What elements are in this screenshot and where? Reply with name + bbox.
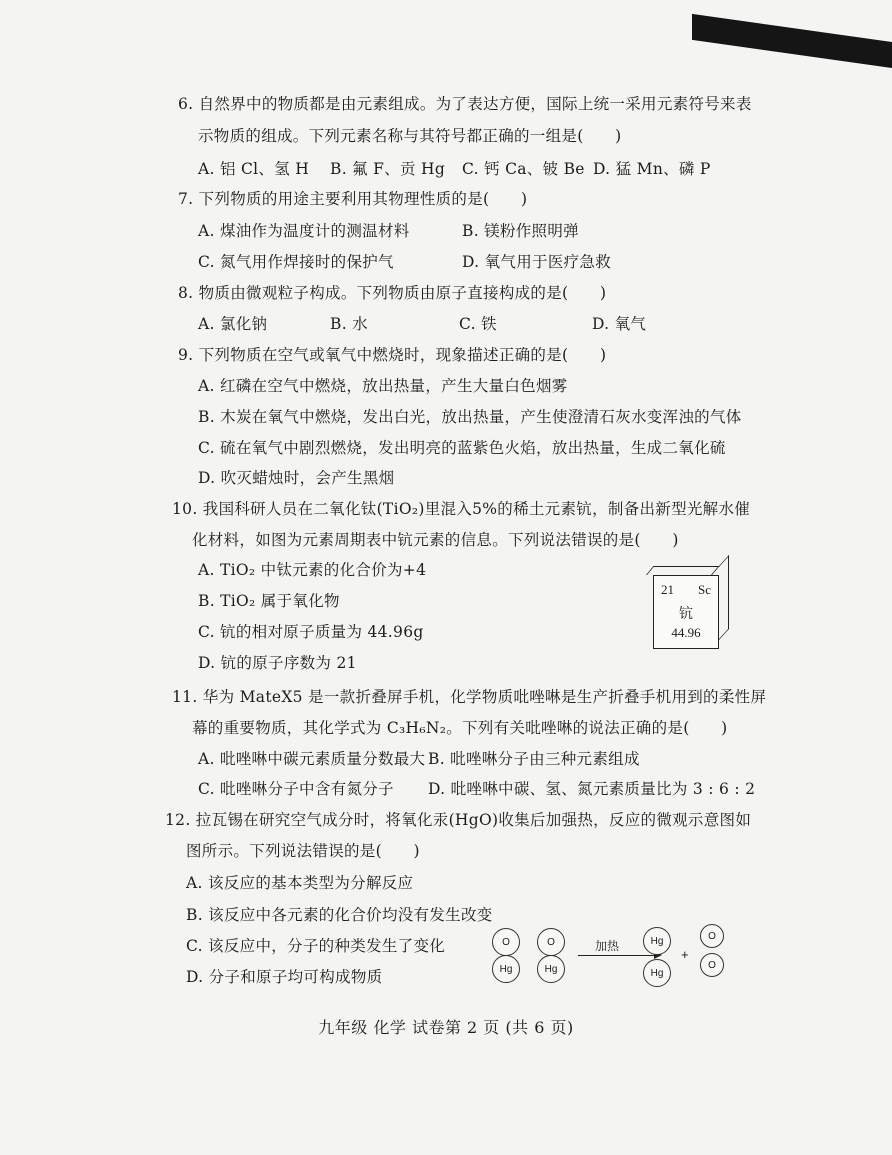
question-10-option-c: C. 钪的相对原子质量为 44.96g <box>198 623 424 641</box>
plus-sign: + <box>681 947 689 962</box>
question-11-line-2: 幕的重要物质，其化学式为 C₃H₆N₂。下列有关吡唑啉的说法正确的是( ) <box>192 719 728 737</box>
question-6-line-2: 示物质的组成。下列元素名称与其符号都正确的一组是( ) <box>198 127 622 145</box>
mercury-atom: Hg <box>643 927 671 955</box>
question-6-option-c: C. 钙 Ca、铍 Be <box>462 160 585 178</box>
question-9-stem: 9. 下列物质在空气或氧气中燃烧时，现象描述正确的是( ) <box>178 346 607 364</box>
question-9-option-a: A. 红磷在空气中燃烧，放出热量，产生大量白色烟雾 <box>198 377 568 395</box>
atomic-mass: 44.96 <box>671 625 701 640</box>
question-11-option-a: A. 吡唑啉中碳元素质量分数最大 <box>198 750 426 768</box>
question-7-stem: 7. 下列物质的用途主要利用其物理性质的是( ) <box>178 190 528 208</box>
periodic-table-cell-scandium <box>653 575 719 649</box>
mercury-atom: Hg <box>643 959 671 987</box>
element-symbol: Sc <box>698 582 711 597</box>
oxygen-atom: O <box>492 928 520 956</box>
question-12-line-2: 图所示。下列说法错误的是( ) <box>186 842 420 860</box>
reaction-condition: 加热 <box>595 939 620 953</box>
question-12-option-d: D. 分子和原子均可构成物质 <box>186 968 383 986</box>
question-10-option-b: B. TiO₂ 属于氧化物 <box>198 592 340 610</box>
question-12-option-c: C. 该反应中，分子的种类发生了变化 <box>186 937 446 955</box>
mercury-atom: Hg <box>537 955 565 983</box>
question-11-line-1: 11. 华为 MateX5 是一款折叠屏手机，化学物质吡唑啉是生产折叠手机用到的柔性屏 <box>172 688 767 706</box>
question-8-option-d: D. 氧气 <box>592 315 647 333</box>
reaction-arrow <box>578 955 660 956</box>
question-10-option-a: A. TiO₂ 中钛元素的化合价为+4 <box>198 561 427 579</box>
oxygen-atom: O <box>700 924 724 948</box>
atomic-number: 21 <box>661 582 674 597</box>
question-6-option-d: D. 猛 Mn、磷 P <box>593 160 711 178</box>
mercury-atom: Hg <box>492 955 520 983</box>
question-6-option-a: A. 铝 Cl、氢 H <box>198 160 310 178</box>
question-8-option-a: A. 氯化钠 <box>198 315 268 333</box>
question-7-option-b: B. 镁粉作照明弹 <box>462 222 579 240</box>
question-11-option-b: B. 吡唑啉分子由三种元素组成 <box>428 750 640 768</box>
question-9-option-b: B. 木炭在氧气中燃烧，发出白光，放出热量，产生使澄清石灰水变浑浊的气体 <box>198 408 742 426</box>
question-8-option-c: C. 铁 <box>459 315 497 333</box>
question-6-option-b: B. 氟 F、贡 Hg <box>330 160 446 178</box>
question-8-stem: 8. 物质由微观粒子构成。下列物质由原子直接构成的是( ) <box>178 284 607 302</box>
question-9-option-c: C. 硫在氧气中剧烈燃烧，发出明亮的蓝紫色火焰，放出热量，生成二氧化硫 <box>198 439 726 457</box>
page-footer: 九年级 化学 试卷第 2 页 (共 6 页) <box>318 1018 574 1037</box>
question-12-line-1: 12. 拉瓦锡在研究空气成分时，将氧化汞(HgO)收集后加强热，反应的微观示意图如 <box>165 811 752 829</box>
question-12-option-a: A. 该反应的基本类型为分解反应 <box>186 874 414 892</box>
question-10-option-d: D. 钪的原子序数为 21 <box>198 654 357 672</box>
question-7-option-c: C. 氮气用作焊接时的保护气 <box>198 253 394 271</box>
question-8-option-b: B. 水 <box>330 315 368 333</box>
question-7-option-a: A. 煤油作为温度计的测温材料 <box>198 222 410 240</box>
oxygen-atom: O <box>537 928 565 956</box>
oxygen-atom: O <box>700 953 724 977</box>
question-6-line-1: 6. 自然界中的物质都是由元素组成。为了表达方便，国际上统一采用元素符号来表 <box>178 95 752 113</box>
element-name: 钪 <box>679 606 693 622</box>
question-11-option-c: C. 吡唑啉分子中含有氮分子 <box>198 780 394 798</box>
scan-edge-shadow <box>692 14 892 68</box>
question-10-line-1: 10. 我国科研人员在二氧化钛(TiO₂)里混入5%的稀土元素钪，制备出新型光解水催 <box>172 500 751 518</box>
question-12-option-b: B. 该反应中各元素的化合价均没有发生改变 <box>186 906 493 924</box>
question-10-line-2: 化材料，如图为元素周期表中钪元素的信息。下列说法错误的是( ) <box>192 531 679 549</box>
question-9-option-d: D. 吹灭蜡烛时，会产生黑烟 <box>198 469 395 487</box>
question-7-option-d: D. 氧气用于医疗急救 <box>462 253 612 271</box>
question-11-option-d: D. 吡唑啉中碳、氢、氮元素质量比为 3 : 6 : 2 <box>428 780 756 798</box>
